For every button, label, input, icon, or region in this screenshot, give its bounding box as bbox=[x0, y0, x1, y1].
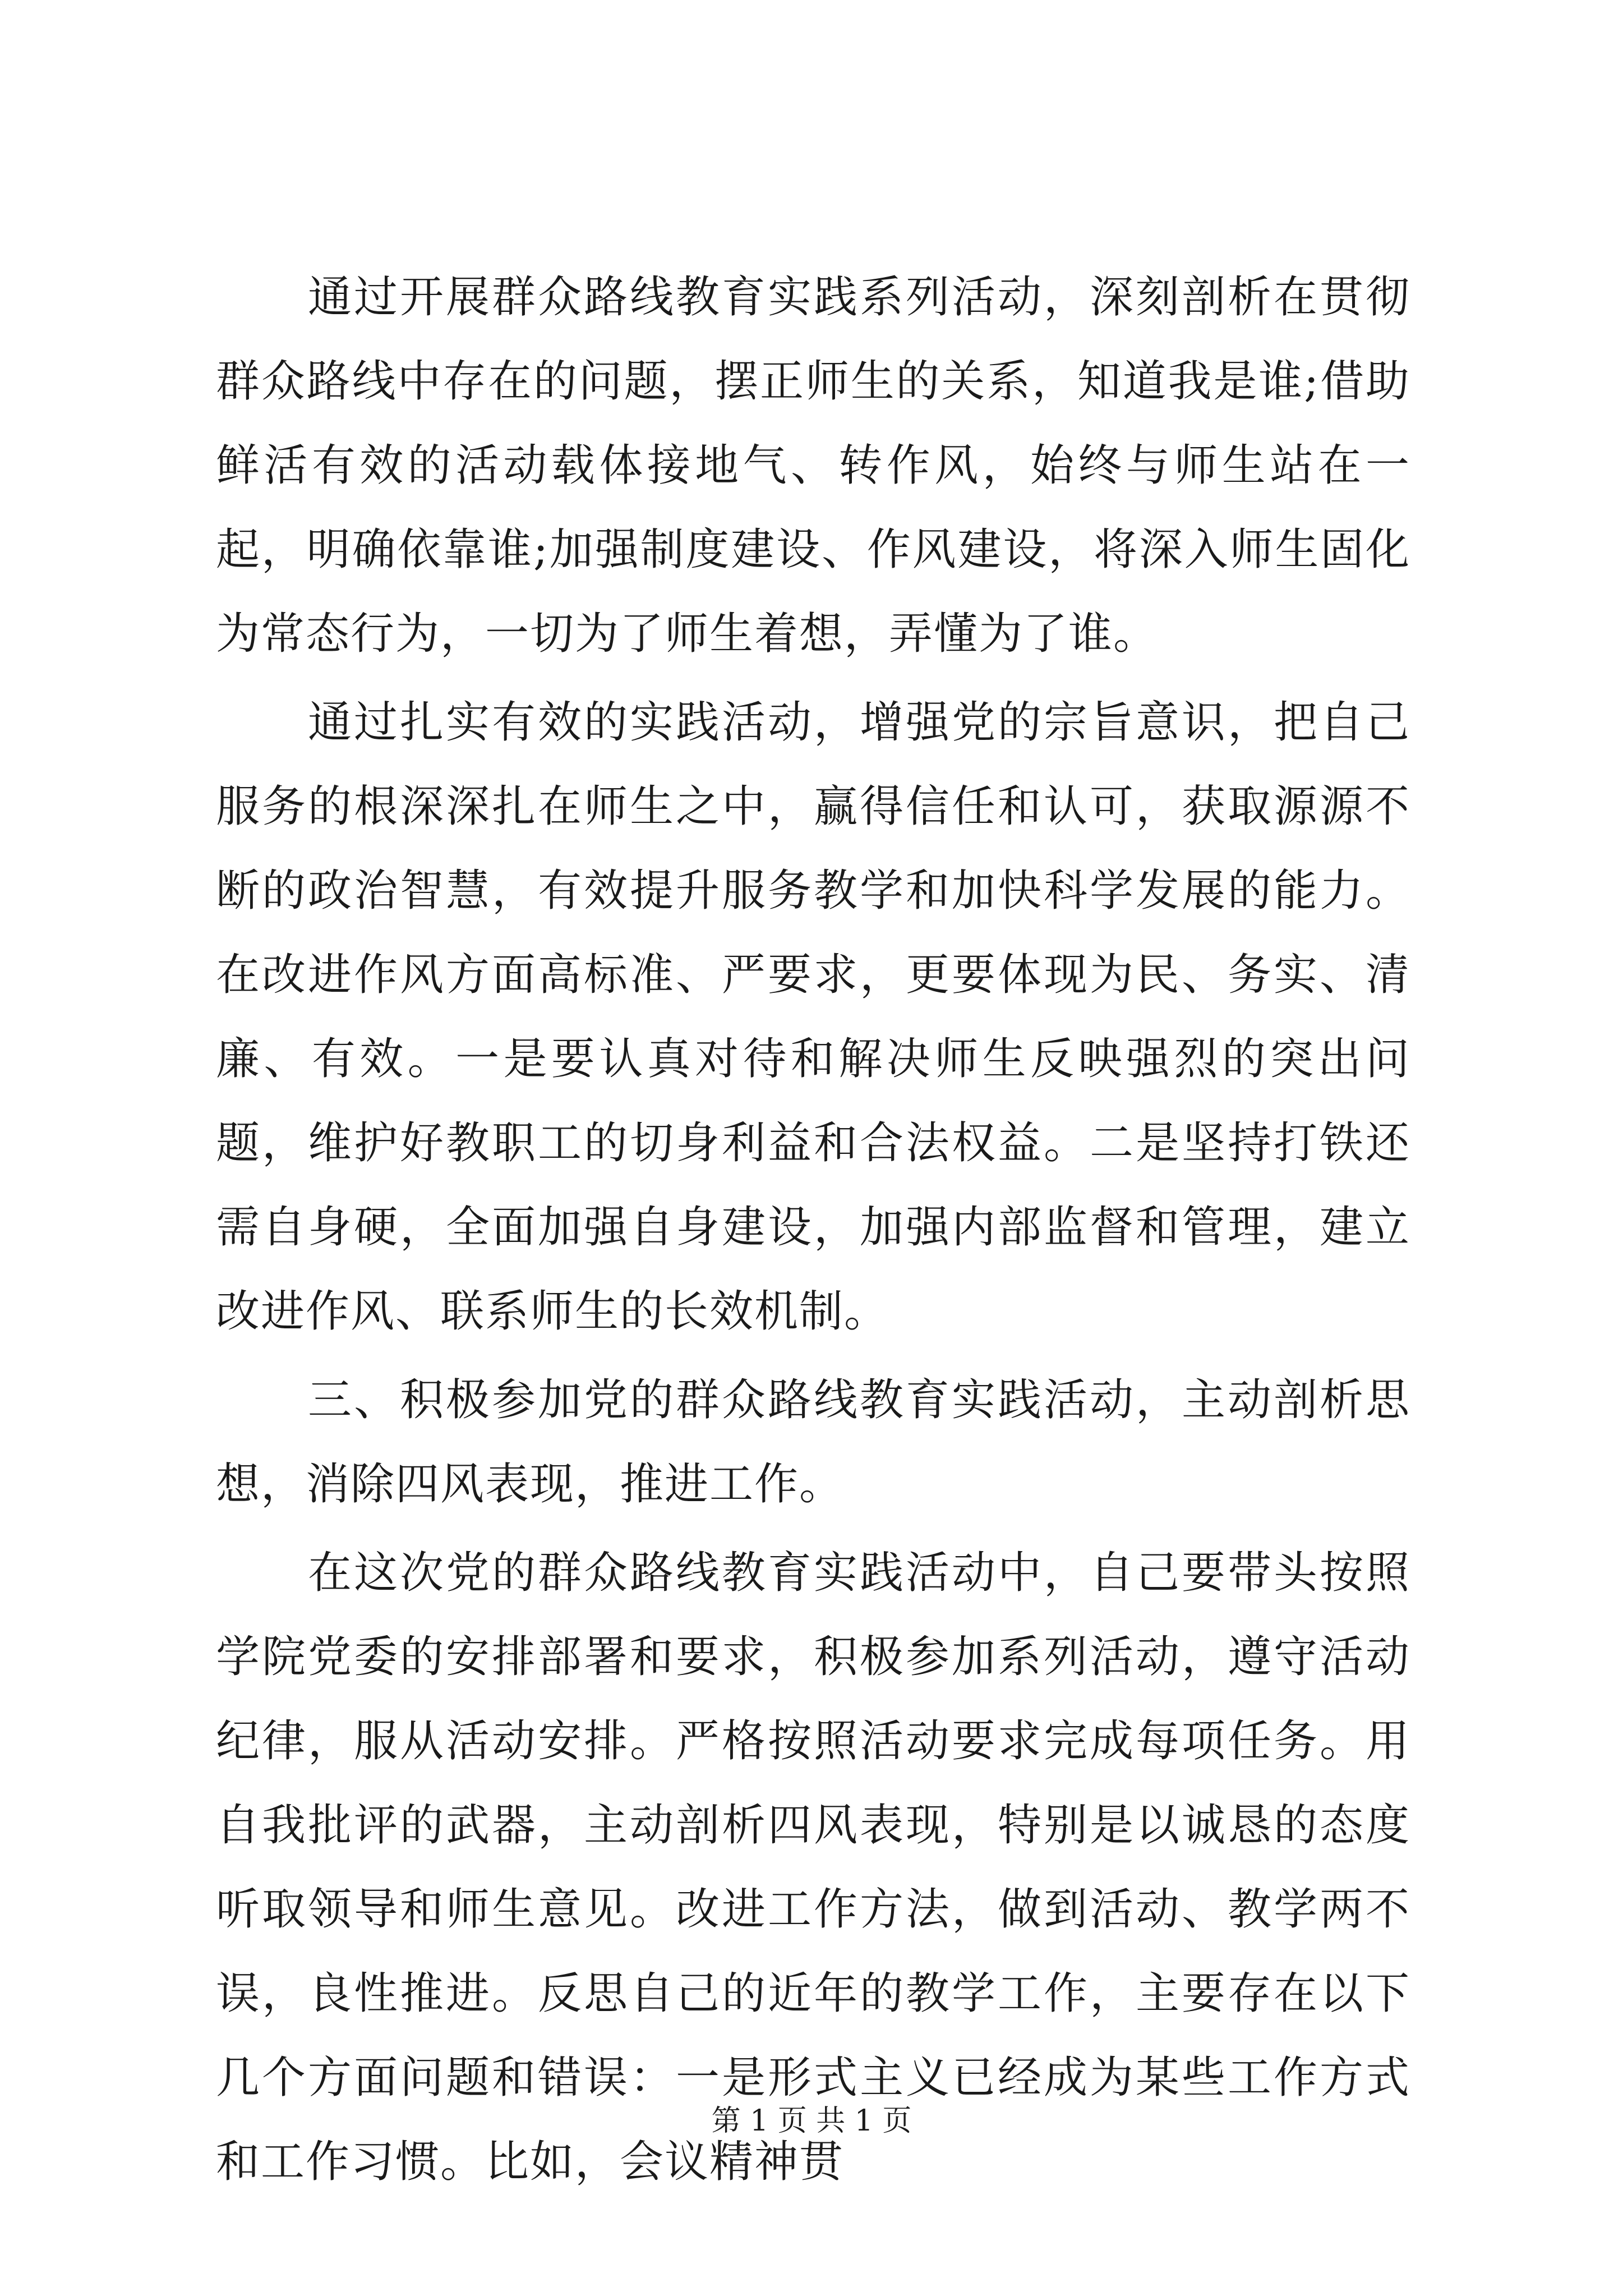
paragraph-3: 三、积极参加党的群众路线教育实践活动，主动剖析思想，消除四风表现，推进工作。 bbox=[216, 1375, 1410, 1510]
paragraph-2: 通过扎实有效的实践活动，增强党的宗旨意识，把自己服务的根深深扎在师生之中，赢得信任和认可，获取源源不断的政治智慧，有效提升服务教学和加快科学发展的能力。在改进作风方面高标准、严要求，更要体现为民、务实、清廉、有效。一是要认真对待和解决师生反映强烈的突出问题，维护好教职工的切身利益和合法权益。二是坚持打铁还需自身硬，全面加强自身建设，加强内部监督和管理，建立改进作风、联系师生的长效机制。 bbox=[216, 697, 1410, 1337]
document-body bbox=[216, 255, 1410, 2204]
paragraph-4: 在这次党的群众路线教育实践活动中，自己要带头按照学院党委的安排部署和要求，积极参加系列活动，遵守活动纪律，服从活动安排。严格按照活动要求完成每项任务。用自我批评的武器，主动剖析四风表现，特别是以诚恳的态度听取领导和师生意见。改进工作方法，做到活动、教学两不误，良性推进。反思自己的近年的教学工作，主要存在以下几个方面问题和错误：一是形式主义已经成为某些工作方式和工作习惯。比如，会议精神贯 bbox=[216, 1548, 1410, 2187]
paragraph-1: 通过开展群众路线教育实践系列活动，深刻剖析在贯彻群众路线中存在的问题，摆正师生的关系，知道我是谁;借助鲜活有效的活动载体接地气、转作风，始终与师生站在一起，明确依靠谁;加强制度建设、作风建设，将深入师生固化为常态行为，一切为了师生着想，弄懂为了谁。 bbox=[216, 272, 1410, 659]
page-number-footer: 第 1 页 共 1 页 bbox=[711, 2104, 912, 2138]
